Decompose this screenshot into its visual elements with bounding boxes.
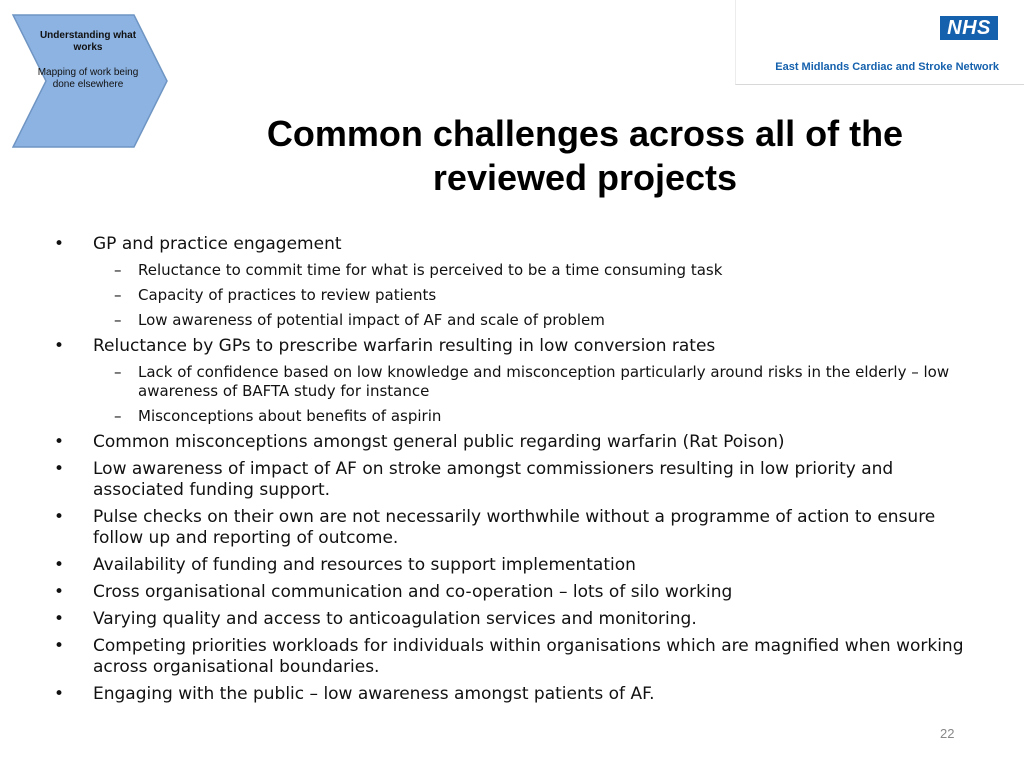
bullet-item <box>54 636 974 678</box>
sub-bullet-text: Misconceptions about benefits of aspirin <box>138 407 442 425</box>
bullet-item <box>54 459 974 501</box>
bullet-text: Varying quality and access to anticoagulation services and monitoring. <box>93 609 697 629</box>
bullet-item <box>54 507 974 549</box>
bullet-text: Reluctance by GPs to prescribe warfarin resulting in low conversion rates <box>93 336 716 356</box>
chevron-subtitle: Mapping of work being done elsewhere <box>37 67 139 90</box>
dash-marker: – <box>114 407 122 425</box>
bullet-item <box>54 336 974 357</box>
bullet-text: Availability of funding and resources to support implementation <box>93 555 636 575</box>
bullet-text: Low awareness of impact of AF on stroke amongst commissioners resulting in low priority and associated funding support. <box>93 459 894 500</box>
bullet-text: Competing priorities workloads for individuals within organisations which are magnified when working across organisational boundaries. <box>93 636 964 677</box>
bullet-marker: • <box>54 432 65 452</box>
bullet-text: Common misconceptions amongst general public regarding warfarin (Rat Poison) <box>93 432 785 452</box>
sub-bullet-item <box>54 261 974 280</box>
bullet-item <box>54 582 974 603</box>
bullet-marker: • <box>54 582 65 602</box>
bullet-marker: • <box>54 507 65 527</box>
bullet-item <box>54 555 974 576</box>
bullet-marker: • <box>54 609 65 629</box>
sub-bullet-item <box>54 407 974 426</box>
sub-bullet-item <box>54 286 974 305</box>
chevron-title: Understanding what works <box>39 30 137 53</box>
bullet-item <box>54 609 974 630</box>
bullet-marker: • <box>54 684 65 704</box>
network-name: East Midlands Cardiac and Stroke Network <box>775 61 999 73</box>
slide-title: Common challenges across all of the reviewed projects <box>266 113 904 198</box>
sub-bullet-text: Low awareness of potential impact of AF and scale of problem <box>138 311 605 329</box>
chevron-text <box>36 30 140 91</box>
section-chevron <box>12 14 168 148</box>
sub-bullet-item <box>54 363 974 401</box>
bullet-marker: • <box>54 555 65 575</box>
bullet-list <box>54 234 974 711</box>
sub-bullet-text: Reluctance to commit time for what is perceived to be a time consuming task <box>138 261 723 279</box>
bullet-marker: • <box>54 336 65 356</box>
dash-marker: – <box>114 261 122 279</box>
dash-marker: – <box>114 363 122 381</box>
bullet-text: Pulse checks on their own are not necessarily worthwhile without a programme of action to ensure follow up and reporting of outcome. <box>93 507 936 548</box>
bullet-text: Cross organisational communication and co-operation – lots of silo working <box>93 582 733 602</box>
sub-bullet-item <box>54 311 974 330</box>
bullet-marker: • <box>54 234 65 254</box>
sub-bullet-text: Lack of confidence based on low knowledge and misconception particularly around risks in the elderly – low awareness of BAFTA study for instance <box>138 363 950 400</box>
nhs-logo-box <box>735 0 1024 85</box>
bullet-item <box>54 234 974 255</box>
bullet-text: Engaging with the public – low awareness amongst patients of AF. <box>93 684 655 704</box>
bullet-marker: • <box>54 636 65 656</box>
bullet-item <box>54 684 974 705</box>
nhs-badge-logo: NHS <box>940 16 998 40</box>
bullet-marker: • <box>54 459 65 479</box>
sub-bullet-text: Capacity of practices to review patients <box>138 286 437 304</box>
dash-marker: – <box>114 286 122 304</box>
page-number: 22 <box>940 726 955 741</box>
bullet-text: GP and practice engagement <box>93 234 342 254</box>
dash-marker: – <box>114 311 122 329</box>
bullet-item <box>54 432 974 453</box>
